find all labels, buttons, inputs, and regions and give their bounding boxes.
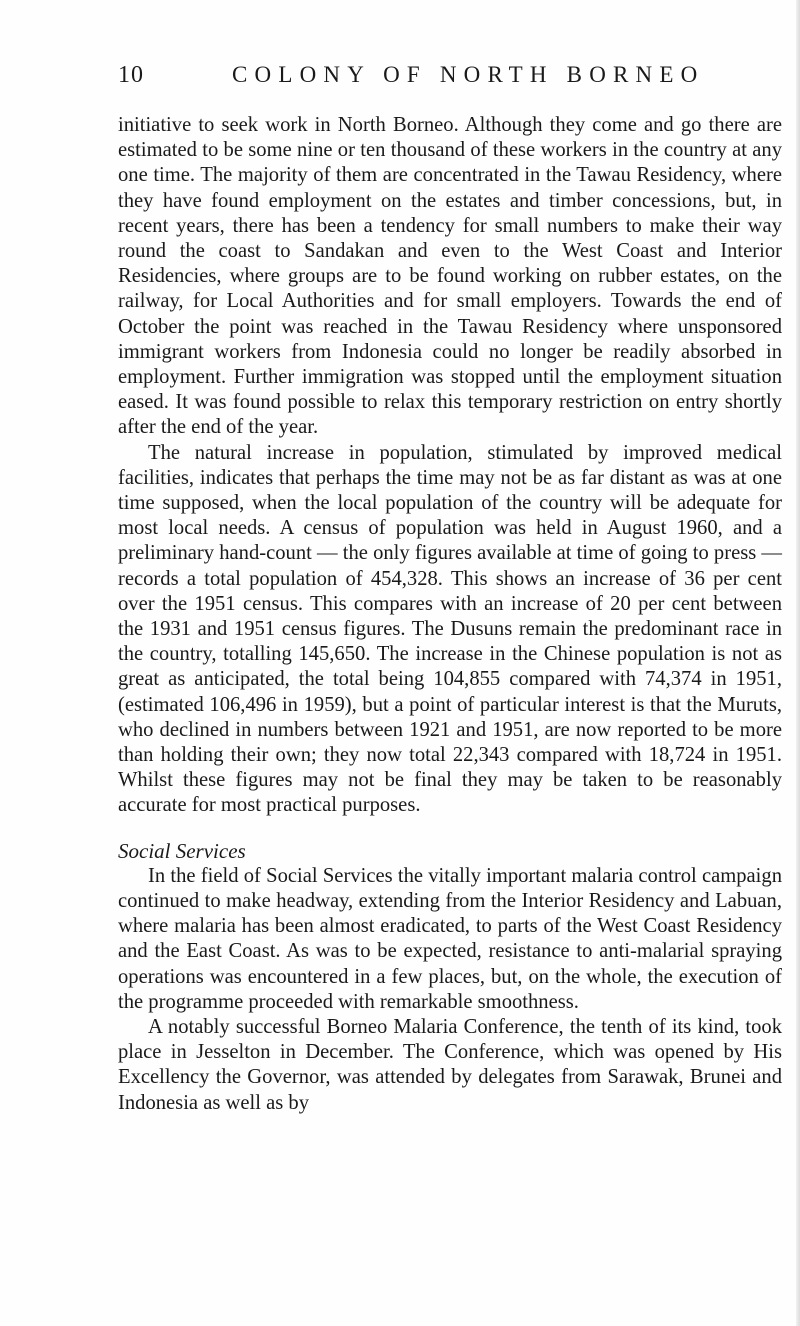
page-edge-shadow xyxy=(796,0,800,1326)
paragraph-malaria-control: In the field of Social Services the vitally important malaria control campaign continued to make headway, extending from the Interior Residency and Labuan, where malaria has been almost eradicated, to parts of the West Coast Residency and the East Coast. As was to be expected, resistance to anti-malarial spraying operations was encountered in a few places, but, on the whole, the execution of the programme proceeded with remarkable smoothness. xyxy=(118,864,782,1013)
page-header xyxy=(118,62,778,94)
page-number: 10 xyxy=(118,62,144,88)
running-title: COLONY OF NORTH BORNEO xyxy=(232,62,705,87)
paragraph-immigrant-workers: initiative to seek work in North Borneo. Although they come and go there are estimated to be some nine or ten thousand of these workers in the country at any one time. The majority of them are concentrated in the Tawau Residency, where they have found employment on the estates and timber concessions, but, in recent years, there has been a tendency for small numbers to make their way round the coast to Sandakan and even to the West Coast and Interior Residencies, where groups are to be found working on rubber estates, on the railway, for Local Authorities and for small employers. Towards the end of October the point was reached in the Tawau Residency where unsponsored immigrant workers from Indonesia could no longer be readily absorbed in employment. Further immigration was stopped until the employment situation eased. It was found possible to relax this temporary restriction on entry shortly after the end of the year. xyxy=(118,114,782,439)
section-heading-social-services: Social Services xyxy=(118,838,246,863)
body-text xyxy=(118,113,782,1116)
paragraph-population-census: The natural increase in population, stimulated by improved medical facilities, indicates that perhaps the time may not be as far distant as was at one time supposed, when the local population of the country will be adequate for most local needs. A census of population was held in August 1960, and a preliminary hand-count — the only figures available at time of going to press — records a total population of 454,328. This shows an increase of 36 per cent over the 1951 census. This compares with an increase of 20 per cent between the 1931 and 1951 census figures. The Dusuns remain the predominant race in the country, totalling 145,650. The increase in the Chinese population is not as great as anticipated, the total being 104,855 compared with 74,374 in 1951, (estimated 106,496 in 1959), but a point of particular interest is that the Muruts, who declined in numbers between 1921 and 1951, are now reported to be more than holding their own; they now total 22,343 compared with 18,724 in 1951. Whilst these figures may not be final they may be taken to be reasonably accurate for most practical purposes. xyxy=(118,441,782,817)
paragraph-malaria-conference: A notably successful Borneo Malaria Conference, the tenth of its kind, took place in Jesselton in December. The Conference, which was opened by His Excellency the Governor, was attended by delegates from Sarawak, Brunei and Indonesia as well as by xyxy=(118,1015,782,1114)
